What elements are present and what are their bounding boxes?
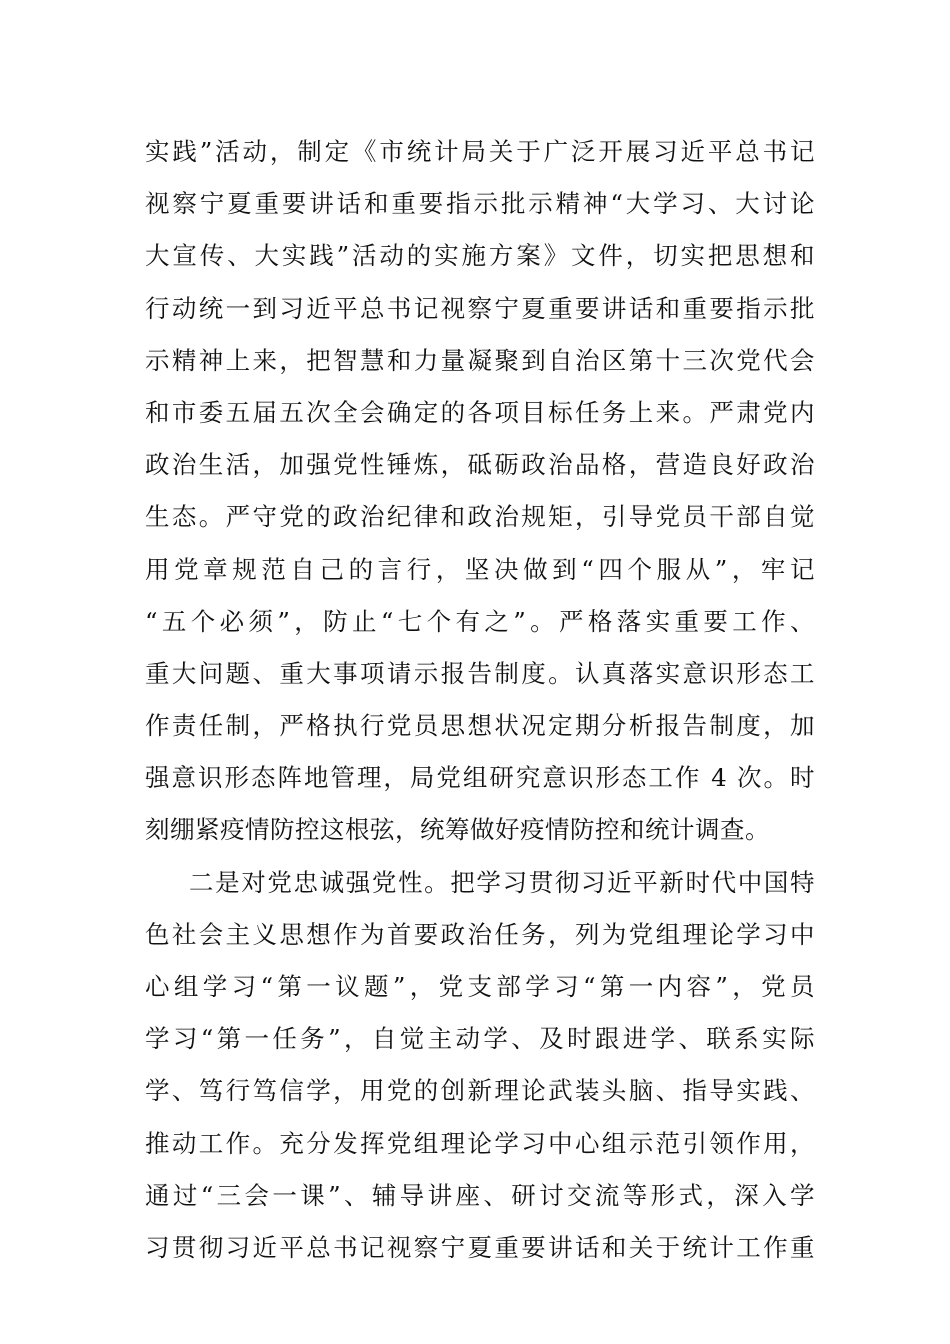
text-line: 政治生活，加强党性锤炼，砥砺政治品格，营造良好政治 — [145, 450, 815, 480]
text-line: 重大问题、重大事项请示报告制度。认真落实意识形态工 — [145, 658, 815, 688]
text-line: 习贯彻习近平总书记视察宁夏重要讲话和关于统计工作重 — [145, 1232, 815, 1262]
text-line: 行动统一到习近平总书记视察宁夏重要讲话和重要指示批 — [145, 293, 815, 323]
body-text — [145, 126, 815, 1274]
text-line: 生态。严守党的政治纪律和政治规矩，引导党员干部自觉 — [145, 502, 815, 532]
text-line: “五个必须”，防止“七个有之”。严格落实重要工作、 — [145, 606, 815, 636]
paragraph-end-line: 刻绷紧疫情防控这根弦，统筹做好疫情防控和统计调查。 — [145, 815, 770, 845]
text-line: 视察宁夏重要讲话和重要指示批示精神“大学习、大讨论 — [145, 189, 815, 219]
paragraph-start-line: 二是对党忠诚强党性。把学习贯彻习近平新时代中国特 — [189, 867, 815, 897]
text-line: 通过“三会一课”、辅导讲座、研讨交流等形式，深入学 — [145, 1180, 815, 1210]
text-line: 推动工作。充分发挥党组理论学习中心组示范引领作用， — [145, 1128, 815, 1158]
text-line: 强意识形态阵地管理，局党组研究意识形态工作 4 次。时 — [145, 763, 815, 793]
text-line: 作责任制，严格执行党员思想状况定期分析报告制度，加 — [145, 711, 815, 741]
text-line: 用党章规范自己的言行，坚决做到“四个服从”，牢记 — [145, 554, 815, 584]
text-line: 示精神上来，把智慧和力量凝聚到自治区第十三次党代会 — [145, 345, 815, 375]
text-line: 学习“第一任务”，自觉主动学、及时跟进学、联系实际 — [145, 1024, 815, 1054]
text-line: 和市委五届五次全会确定的各项目标任务上来。严肃党内 — [145, 397, 815, 427]
text-line: 色社会主义思想作为首要政治任务，列为党组理论学习中 — [145, 919, 815, 949]
text-line: 实践”活动，制定《市统计局关于广泛开展习近平总书记 — [145, 137, 815, 166]
text-line: 大宣传、大实践”活动的实施方案》文件，切实把思想和 — [145, 241, 815, 271]
text-line: 学、笃行笃信学，用党的创新理论武装头脑、指导实践、 — [145, 1076, 815, 1106]
text-line: 心组学习“第一议题”，党支部学习“第一内容”，党员 — [145, 972, 815, 1001]
